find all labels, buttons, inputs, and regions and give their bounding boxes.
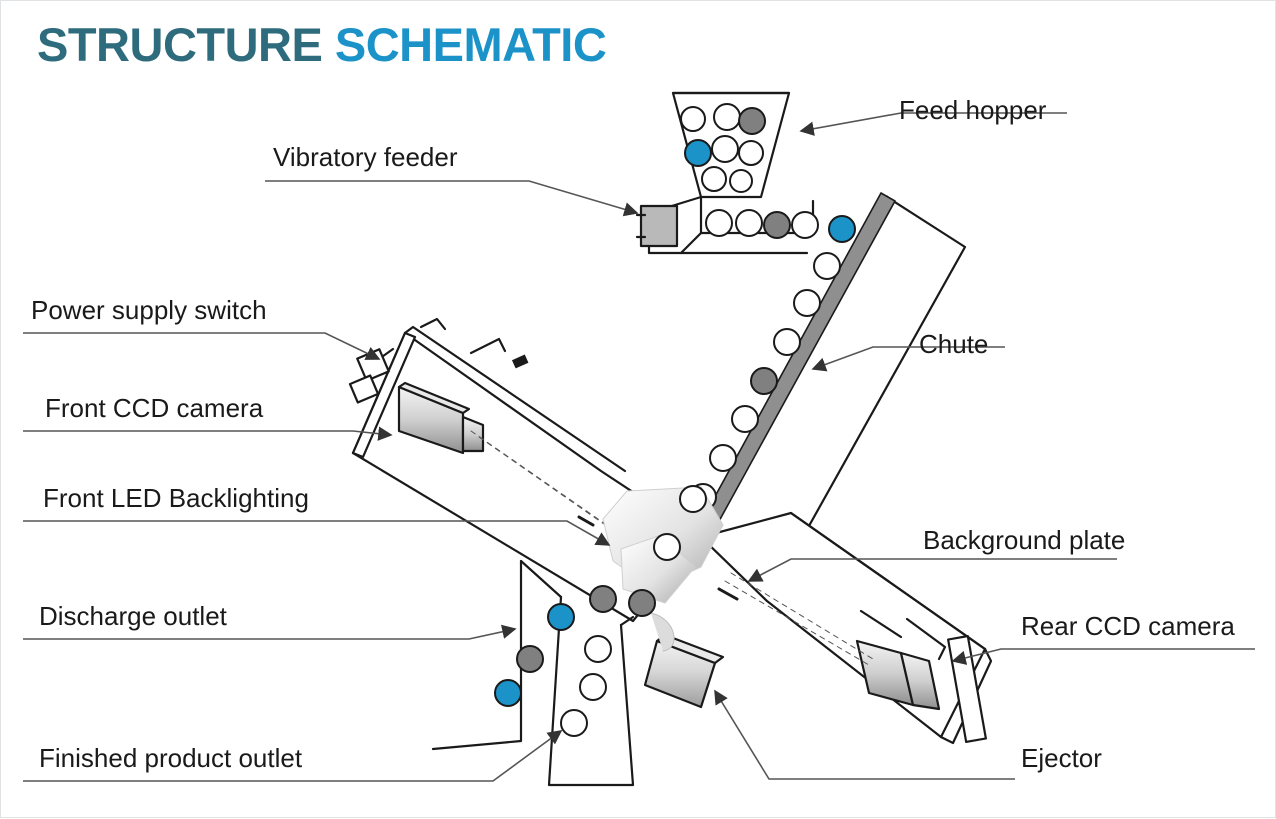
- label-front-led-backlighting: Front LED Backlighting: [43, 483, 309, 513]
- label-rear-ccd-camera: Rear CCD camera: [1021, 611, 1235, 641]
- label-vibratory-feeder: Vibratory feeder: [273, 142, 458, 172]
- label-chute: Chute: [919, 329, 989, 359]
- label-discharge-outlet: Discharge outlet: [39, 601, 227, 631]
- label-feed-hopper: Feed hopper: [899, 95, 1047, 125]
- page-title-part1: STRUCTURE: [37, 18, 323, 71]
- feed-hopper: [673, 93, 789, 197]
- label-front-ccd-camera: Front CCD camera: [45, 393, 264, 423]
- label-background-plate: Background plate: [923, 525, 1126, 555]
- label-power-supply-switch: Power supply switch: [31, 295, 267, 325]
- page-title-part2: SCHEMATIC: [322, 18, 607, 71]
- label-ejector: Ejector: [1021, 743, 1102, 773]
- leader-lines: [23, 113, 1255, 781]
- label-finished-product-outlet: Finished product outlet: [39, 743, 303, 773]
- ejector: [645, 613, 723, 707]
